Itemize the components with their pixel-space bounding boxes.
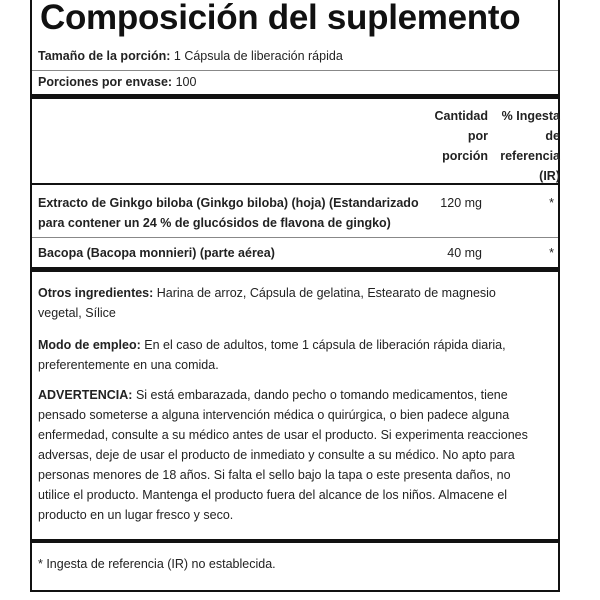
serving-size-value: 1 Cápsula de liberación rápida xyxy=(173,49,343,63)
reference-intake-header: % Ingesta de referencia (IR) xyxy=(500,109,560,183)
serving-size xyxy=(38,49,343,63)
warning: ADVERTENCIA: Si está embarazada, dando pecho o tomando medicamentos, tiene pensado someterse a alguna intervención médica o quirúrgica, o bien padece alguna enfermedad, consulte a su médico antes de usar el producto. Si experimenta reacciones adversas, deje de usar el producto de inmediato y consulte a su médico. No apto para personas menores de 18 años. Si falta el sello bajo la tapa o este presenta daños, no utilice el producto. Mantenga el producto fuera del alcance de los niños. Almacene el producto en un lugar fresco y seco. xyxy=(38,388,528,522)
servings-label: Porciones por envase: xyxy=(38,75,173,89)
table-row-name: Extracto de Ginkgo biloba (Ginkgo biloba) (hoja) (Estandarizado para contener un 24 % de glucósidos de flavona de gingko) xyxy=(38,196,419,230)
panel-title: Composición del suplemento xyxy=(40,0,521,37)
table-row-amount: 40 mg xyxy=(447,246,482,260)
row-divider xyxy=(32,237,558,238)
thick-divider xyxy=(32,267,558,272)
table-row-amount: 120 mg xyxy=(440,196,482,210)
serving-size-label: Tamaño de la porción: xyxy=(38,49,171,63)
directions: Modo de empleo: En el caso de adultos, tome 1 cápsula de liberación rápida diaria, preferentemente en una comida. xyxy=(38,338,506,372)
amount-per-serving-header: Cantidad por porción xyxy=(434,109,488,163)
other-ingredients: Otros ingredientes: Harina de arroz, Cápsula de gelatina, Estearato de magnesio vegetal, Sílice xyxy=(38,286,496,320)
header-divider xyxy=(32,183,558,185)
servings-value: 100 xyxy=(175,75,197,89)
table-row-name: Bacopa (Bacopa monnieri) (parte aérea) xyxy=(38,246,275,260)
footnote: * Ingesta de referencia (IR) no establecida. xyxy=(38,557,276,571)
thick-divider xyxy=(32,539,558,543)
table-row-ri: * xyxy=(549,196,554,210)
supplement-facts-panel xyxy=(30,0,560,592)
thick-divider xyxy=(32,94,558,99)
servings-per-container xyxy=(38,75,196,89)
divider xyxy=(32,70,558,71)
table-row-ri: * xyxy=(549,246,554,260)
